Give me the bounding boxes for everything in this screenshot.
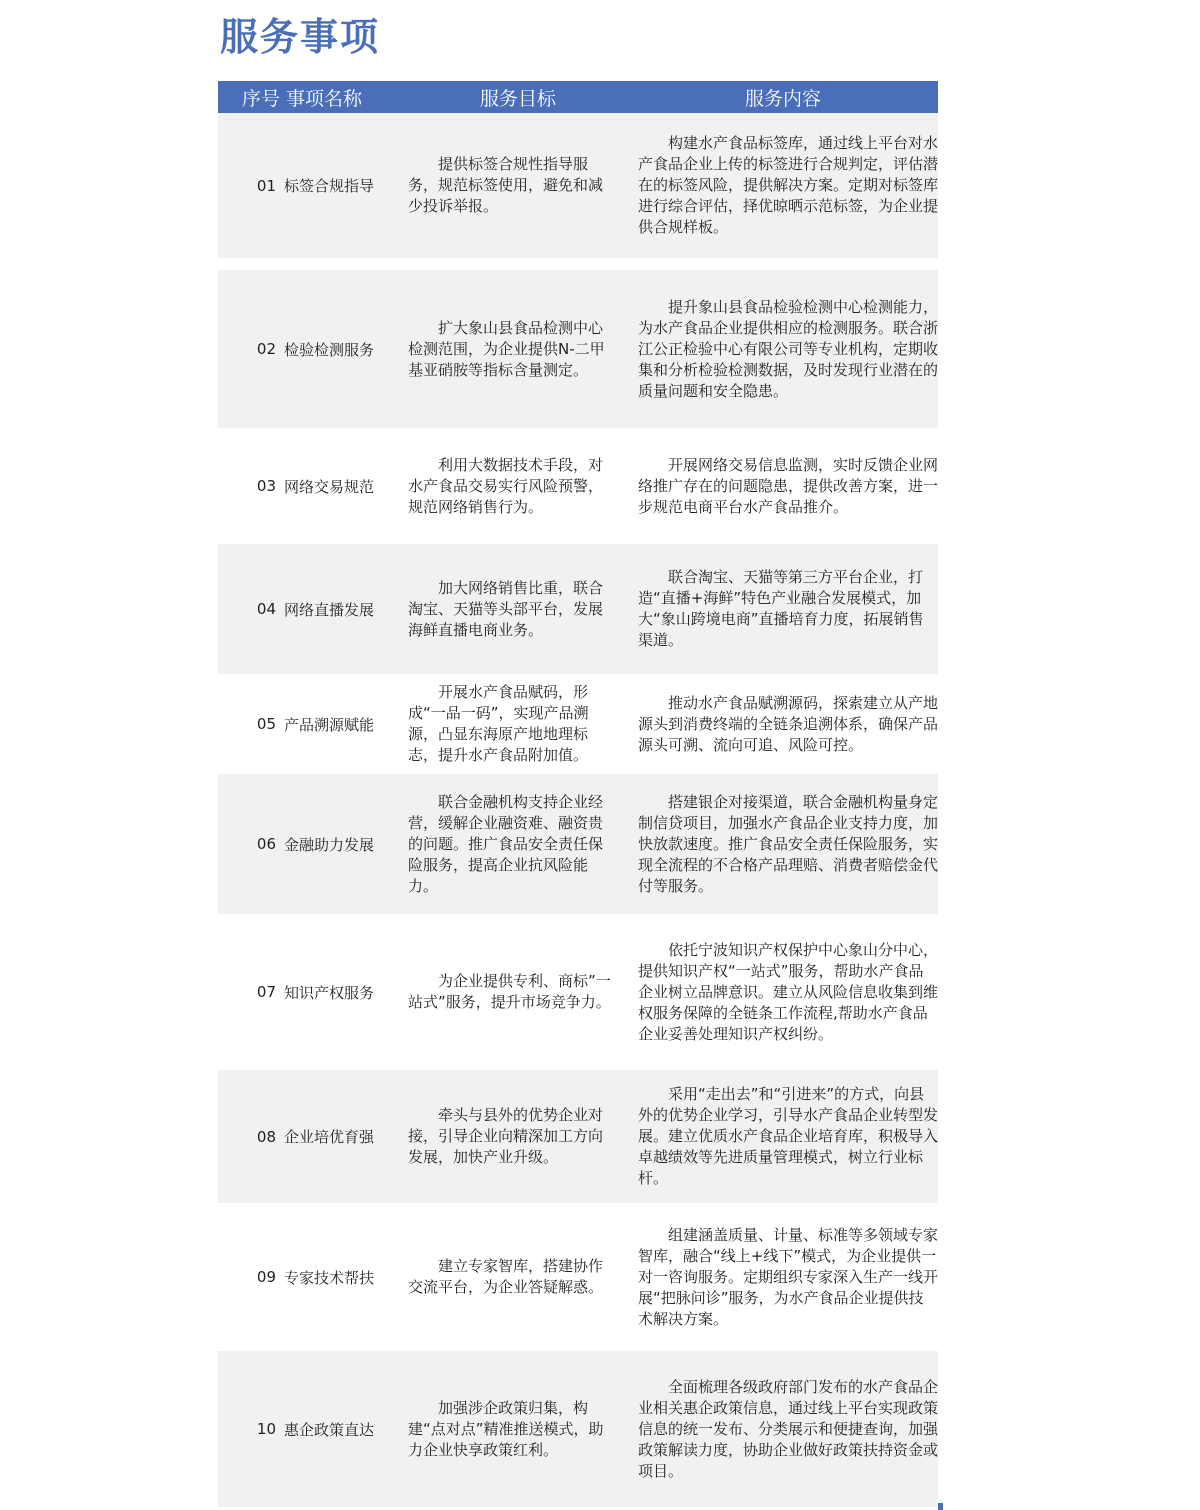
row-number: 05 [256, 715, 276, 733]
row-goal: 牵头与县外的优势企业对接，引导企业向精深加工方向发展，加快产业升级。 [408, 1106, 604, 1166]
row-name: 检验检测服务 [284, 340, 375, 359]
table-row [218, 428, 938, 544]
row-number: 09 [256, 1268, 276, 1286]
row-name: 专家技术帮扶 [284, 1268, 375, 1287]
table-row [218, 1070, 938, 1203]
row-name: 惠企政策直达 [284, 1420, 375, 1439]
table-row [218, 674, 938, 774]
service-table [218, 81, 938, 1507]
page-title: 服务事项 [220, 15, 381, 59]
row-number: 10 [256, 1420, 276, 1438]
row-number: 04 [256, 600, 276, 618]
row-content: 组建涵盖质量、计量、标准等多领域专家智库，融合“线上+线下”模式，为企业提供一对一咨询服务。定期组织专家深入生产一线开展“把脉问诊”服务，为水产食品企业提供技术解决方案。 [638, 1225, 939, 1328]
row-goal: 加强涉企政策归集，构建“点对点”精准推送模式，助力企业快享政策红利。 [408, 1398, 604, 1459]
header-content: 服务内容 [744, 87, 821, 110]
row-number: 08 [256, 1127, 276, 1146]
row-name: 企业培优育强 [284, 1128, 375, 1146]
row-content: 搭建银企对接渠道，联合金融机构量身定制信贷项目，加强水产食品企业支持力度，加快放款速度。推广食品安全责任保险服务，实现全流程的不合格产品理赔、消费者赔偿金代付等服务。 [638, 792, 939, 895]
table-row [218, 1203, 938, 1351]
table-row [218, 270, 938, 428]
row-content: 联合淘宝、天猫等第三方平台企业，打造“直播+海鲜”特色产业融合发展模式，加大“象山跨境电商”直播培育力度，拓展销售渠道。 [638, 568, 924, 649]
row-goal: 开展水产食品赋码，形成“一品一码”，实现产品溯源，凸显东海原产地地理标志，提升水产食品附加值。 [408, 683, 589, 764]
table-header [218, 81, 938, 113]
table-row [218, 1351, 938, 1507]
table-row [218, 544, 938, 674]
row-content: 构建水产食品标签库，通过线上平台对水产食品企业上传的标签进行合规判定，评估潜在的标签风险，提供解决方案。定期对标签库进行综合评估，择优晾晒示范标签，为企业提供合规样板。 [638, 134, 939, 236]
row-content: 依托宁波知识产权保护中心象山分中心，提供知识产权“一站式”服务，帮助水产食品企业树立品牌意识。建立从风险信息收集到维权服务保障的全链条工作流程,帮助水产食品企业妥善处理知识产权纠纷。 [638, 940, 939, 1043]
row-name: 标签合规指导 [284, 177, 375, 195]
table-row [218, 914, 938, 1070]
row-name: 金融助力发展 [284, 835, 375, 854]
row-content: 全面梳理各级政府部门发布的水产食品企业相关惠企政策信息，通过线上平台实现政策信息的统一发布、分类展示和便捷查询，加强政策解读力度，协助企业做好政策扶持资金或项目。 [638, 1377, 939, 1480]
row-goal: 建立专家智库，搭建协作交流平台，为企业答疑解惑。 [408, 1257, 604, 1296]
row-goal: 扩大象山县食品检测中心检测范围，为企业提供N-二甲基亚硝胺等指标含量测定。 [408, 318, 605, 379]
row-content: 提升象山县食品检验检测中心检测能力，为水产食品企业提供相应的检测服务。联合浙江公正检验中心有限公司等专业机构，定期收集和分析检验检测数据，及时发现行业潜在的质量问题和安全隐患。 [638, 297, 939, 400]
header-no-name: 序号 事项名称 [242, 87, 363, 110]
row-goal: 加大网络销售比重，联合淘宝、天猫等头部平台，发展海鲜直播电商业务。 [408, 578, 604, 639]
row-name: 网络直播发展 [284, 600, 375, 619]
row-name: 网络交易规范 [284, 477, 375, 496]
row-content: 采用“走出去”和“引进来”的方式，向县外的优势企业学习，引导水产食品企业转型发展。建立优质水产食品企业培育库，积极导入卓越绩效等先进质量管理模式，树立行业标杆。 [638, 1085, 939, 1187]
row-spacer [218, 258, 938, 270]
corner-mark [938, 1503, 943, 1510]
table-row [218, 113, 938, 258]
row-goal: 为企业提供专利、商标”一站式”服务，提升市场竞争力。 [408, 972, 611, 1011]
row-number: 07 [256, 983, 276, 1001]
row-number: 06 [256, 835, 276, 853]
row-goal: 提供标签合规性指导服务，规范标签使用，避免和减少投诉举报。 [408, 155, 604, 215]
row-goal: 利用大数据技术手段，对水产食品交易实行风险预警，规范网络销售行为。 [408, 455, 604, 516]
row-content: 开展网络交易信息监测，实时反馈企业网络推广存在的问题隐患，提供改善方案，进一步规范电商平台水产食品推介。 [638, 455, 939, 516]
row-number: 03 [256, 477, 276, 495]
row-number: 01 [256, 176, 276, 195]
row-name: 产品溯源赋能 [284, 715, 375, 734]
row-number: 02 [256, 340, 276, 358]
row-goal: 联合金融机构支持企业经营，缓解企业融资难、融资贵的问题。推广食品安全责任保险服务，提高企业抗风险能力。 [408, 792, 604, 895]
row-name: 知识产权服务 [284, 983, 375, 1002]
table-row [218, 774, 938, 914]
header-goal: 服务目标 [479, 87, 556, 110]
row-content: 推动水产食品赋溯源码，探索建立从产地源头到消费终端的全链条追溯体系，确保产品源头可溯、流向可追、风险可控。 [638, 693, 939, 754]
